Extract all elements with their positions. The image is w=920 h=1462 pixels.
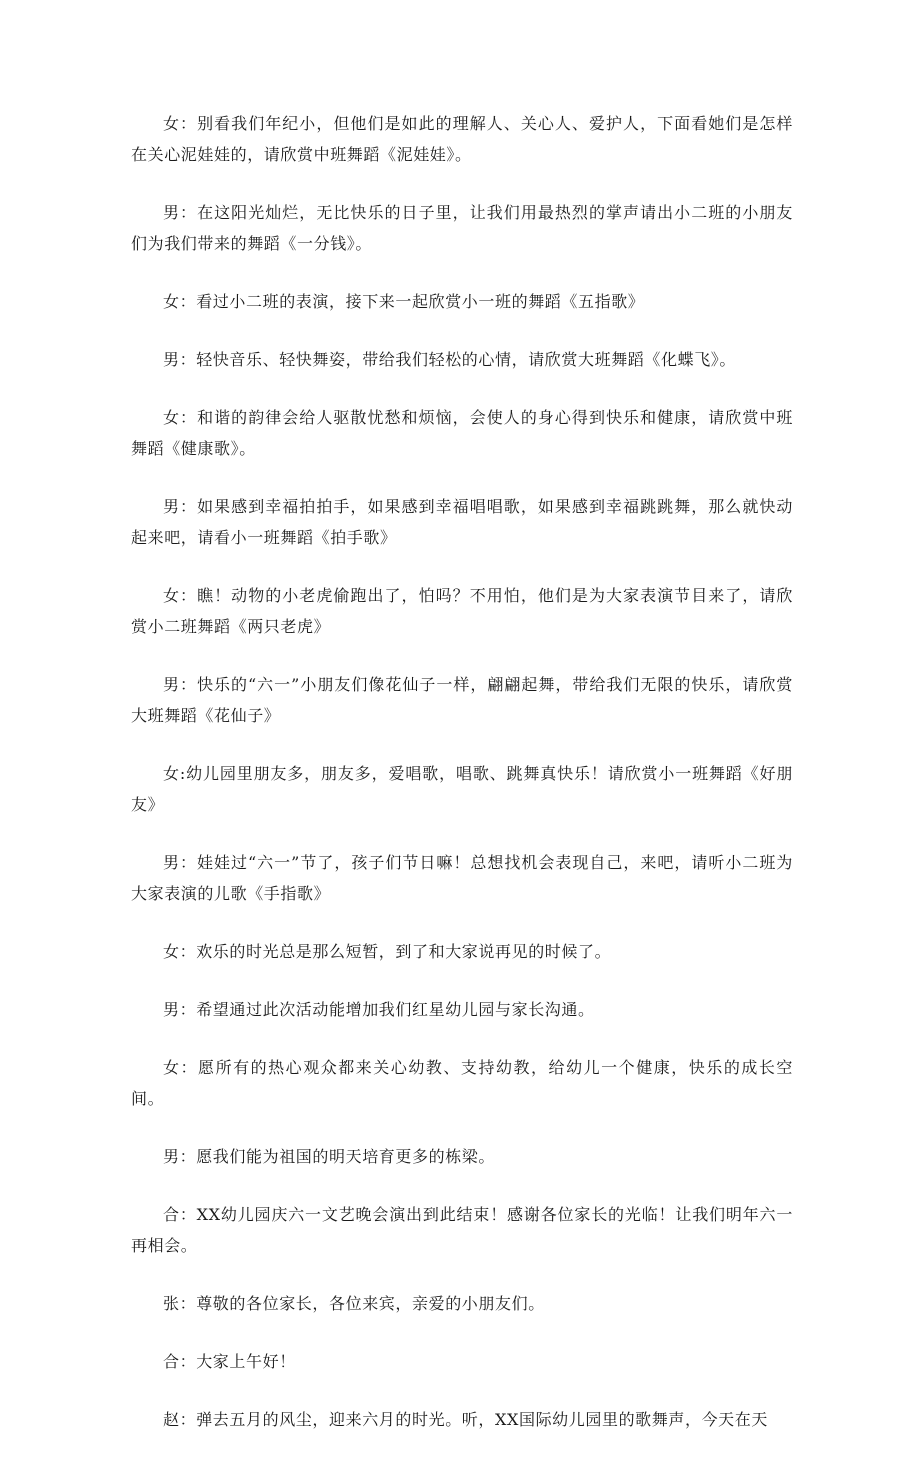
- paragraph-5: 女：和谐的韵律会给人驱散忧愁和烦恼，会使人的身心得到快乐和健康，请欣赏中班舞蹈《健康歌》。: [131, 408, 793, 458]
- paragraph-10: 男：娃娃过“六一”节了，孩子们节日嘛！总想找机会表现自己，来吧，请听小二班为大家表演的儿歌《手指歌》: [131, 853, 793, 903]
- paragraph-2: 男：在这阳光灿烂，无比快乐的日子里，让我们用最热烈的掌声请出小二班的小朋友们为我们带来的舞蹈《一分钱》。: [131, 203, 793, 253]
- paragraph-15: 合：XX幼儿园庆六一文艺晚会演出到此结束！感谢各位家长的光临！让我们明年六一再相会。: [131, 1205, 793, 1255]
- paragraph-14: 男：愿我们能为祖国的明天培育更多的栋梁。: [163, 1147, 496, 1166]
- paragraph-4: 男：轻快音乐、轻快舞姿，带给我们轻松的心情，请欣赏大班舞蹈《化蝶飞》。: [163, 350, 737, 369]
- paragraph-16: 张：尊敬的各位家长，各位来宾，亲爱的小朋友们。: [163, 1294, 545, 1313]
- paragraph-1: 女：别看我们年纪小，但他们是如此的理解人、关心人、爱护人，下面看她们是怎样在关心泥娃娃的，请欣赏中班舞蹈《泥娃娃》。: [131, 114, 793, 164]
- paragraph-13: 女：愿所有的热心观众都来关心幼教、支持幼教，给幼儿一个健康，快乐的成长空间。: [131, 1058, 793, 1108]
- paragraph-11: 女：欢乐的时光总是那么短暂，到了和大家说再见的时候了。: [163, 942, 612, 961]
- paragraph-12: 男：希望通过此次活动能增加我们红星幼儿园与家长沟通。: [163, 1000, 595, 1019]
- paragraph-18: 赵：弹去五月的风尘，迎来六月的时光。听，XX国际幼儿园里的歌舞声，今天在天: [163, 1410, 768, 1429]
- document-body: [131, 108, 793, 1462]
- paragraph-6: 男：如果感到幸福拍拍手，如果感到幸福唱唱歌，如果感到幸福跳跳舞，那么就快动起来吧，请看小一班舞蹈《拍手歌》: [131, 497, 793, 547]
- paragraph-7: 女：瞧！动物的小老虎偷跑出了，怕吗？不用怕，他们是为大家表演节目来了，请欣赏小二班舞蹈《两只老虎》: [131, 586, 793, 636]
- paragraph-17: 合：大家上午好！: [163, 1352, 296, 1371]
- paragraph-3: 女：看过小二班的表演，接下来一起欣赏小一班的舞蹈《五指歌》: [163, 292, 645, 311]
- paragraph-8: 男：快乐的“六一”小朋友们像花仙子一样，翩翩起舞，带给我们无限的快乐，请欣赏大班舞蹈《花仙子》: [131, 675, 793, 725]
- paragraph-9: 女:幼儿园里朋友多，朋友多，爱唱歌，唱歌、跳舞真快乐！请欣赏小一班舞蹈《好朋友》: [131, 764, 793, 814]
